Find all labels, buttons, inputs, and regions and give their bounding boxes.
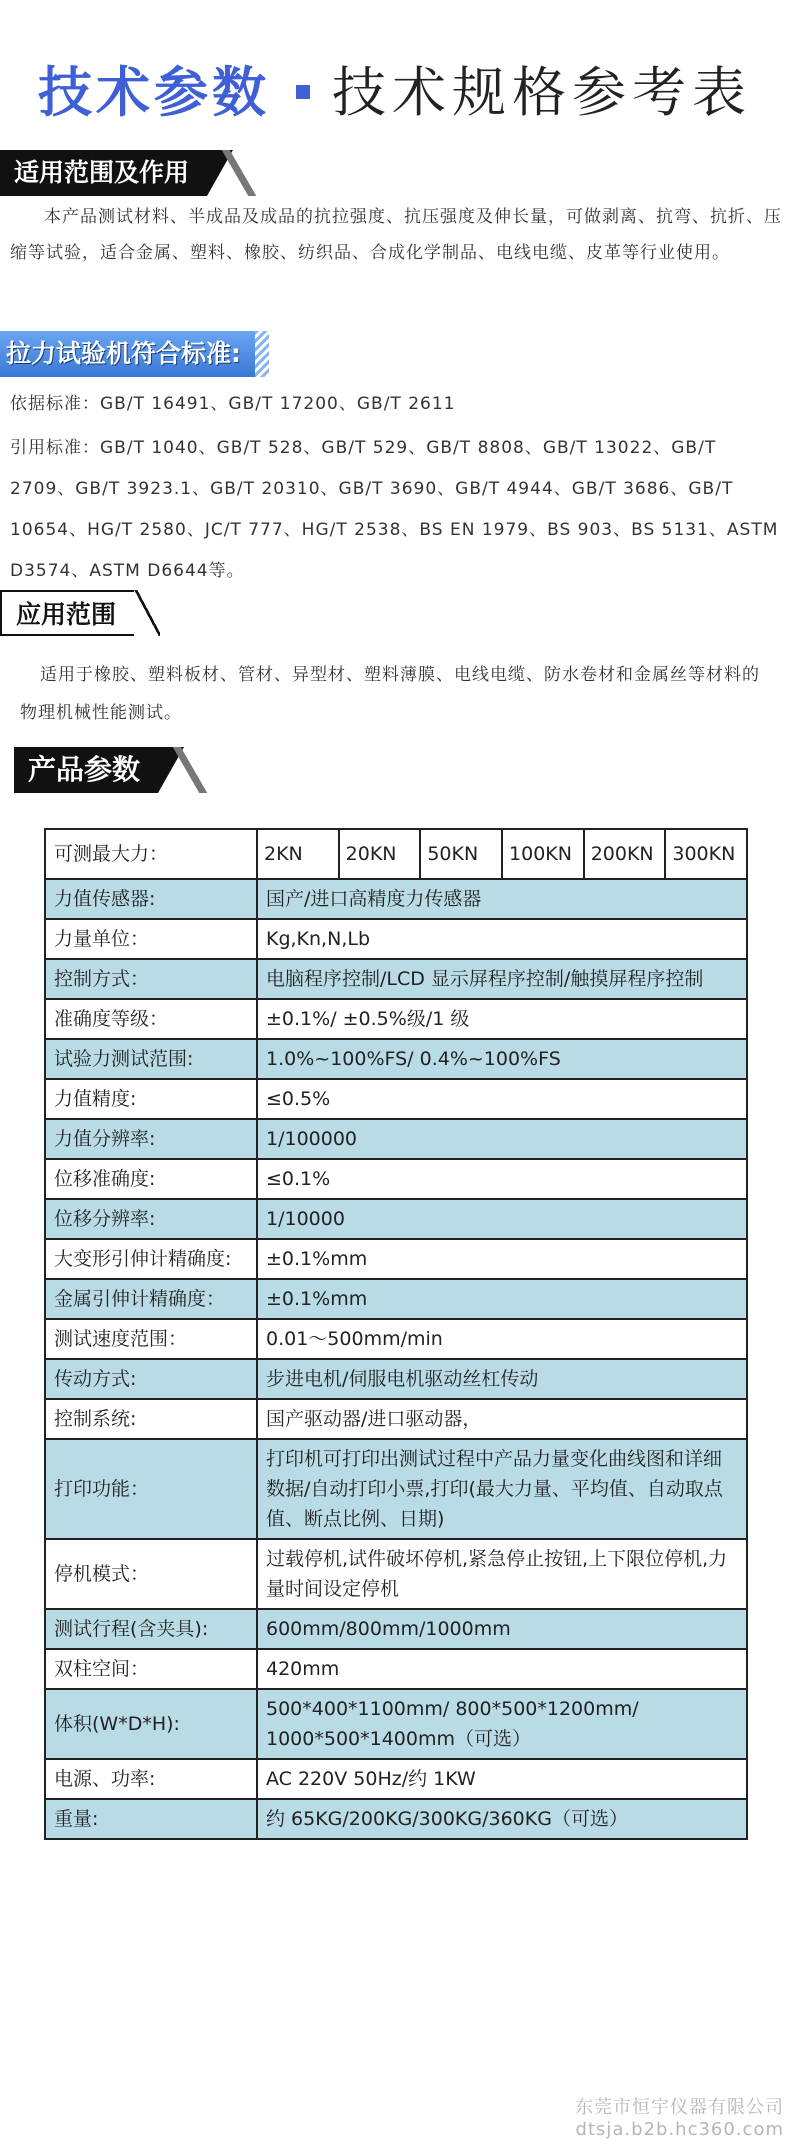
table-row [45, 1689, 747, 1759]
row-value: AC 220V 50Hz/约 1KW [257, 1759, 747, 1799]
row-value: 步进电机/伺服电机驱动丝杠传动 [257, 1359, 747, 1399]
page-title [0, 58, 790, 128]
table-row [45, 1799, 747, 1839]
scope-text: 本产品测试材料、半成品及成品的抗拉强度、抗压强度及伸长量，可做剥离、抗弯、抗折、压缩等试验，适合金属、塑料、橡胶、纺织品、合成化学制品、电线电缆、皮革等行业使用。 [10, 207, 782, 263]
row-value: 0.01～500mm/min [257, 1319, 747, 1359]
force-values [257, 829, 747, 879]
row-value: 过载停机,试件破坏停机,紧急停止按钮,上下限位停机,力量时间设定停机 [257, 1539, 747, 1609]
table-row [45, 1119, 747, 1159]
reference-standards-text: 引用标准：GB/T 1040、GB/T 528、GB/T 529、GB/T 8808、GB/T 13022、GB/T 2709、GB/T 3923.1、GB/T 20310、GB/T 3690、GB/T 4944、GB/T 3686、GB/T 10654、HG/T 2580、JC/T 777、HG/T 2538、BS EN 1979、BS 903、BS 5131、ASTM D3574、ASTM D6644等。 [10, 438, 779, 581]
title-sub: 技术规格参考表 [332, 61, 752, 124]
table-row [45, 829, 747, 879]
row-label: 位移准确度: [45, 1159, 257, 1199]
table-row [45, 1279, 747, 1319]
table-row [45, 919, 747, 959]
row-value: 420mm [257, 1649, 747, 1689]
table-row [45, 1539, 747, 1609]
row-label: 控制方式： [45, 959, 257, 999]
row-value: ≤0.1% [257, 1159, 747, 1199]
table-row [45, 1239, 747, 1279]
row-label: 双柱空间： [45, 1649, 257, 1689]
watermark-company: 东莞市恒宇仪器有限公司 [575, 2097, 784, 2118]
row-value: 1/10000 [257, 1199, 747, 1239]
row-label: 力值分辨率: [45, 1119, 257, 1159]
force-value: 300KN [664, 830, 746, 878]
row-label: 金属引伸计精确度： [45, 1279, 257, 1319]
row-label: 力值传感器: [45, 879, 257, 919]
row-label: 重量: [45, 1799, 257, 1839]
force-value: 2KN [264, 843, 303, 865]
section-heading-scope: 适用范围及作用 [0, 150, 243, 196]
watermark [575, 2097, 784, 2141]
force-value: 200KN [583, 830, 665, 878]
row-value: 打印机可打印出测试过程中产品力量变化曲线图和详细数据/自动打印小票,打印(最大力量、平均值、自动取点值、断点比例、日期) [257, 1439, 747, 1539]
table-row [45, 1439, 747, 1539]
row-label: 停机模式： [45, 1539, 257, 1609]
watermark-url: dtsja.b2b.hc360.com [575, 2119, 784, 2140]
row-label: 大变形引伸计精确度: [45, 1239, 257, 1279]
row-value: 1.0%~100%FS/ 0.4%~100%FS [257, 1039, 747, 1079]
row-label: 控制系统: [45, 1399, 257, 1439]
row-label: 试验力测试范围: [45, 1039, 257, 1079]
table-row [45, 1649, 747, 1689]
table-row [45, 1399, 747, 1439]
row-label: 打印功能： [45, 1439, 257, 1539]
row-value: 500*400*1100mm/ 800*500*1200mm/ 1000*500*1400mm（可选） [257, 1689, 747, 1759]
row-label: 力值精度: [45, 1079, 257, 1119]
row-label: 位移分辨率: [45, 1199, 257, 1239]
force-value: 100KN [501, 830, 583, 878]
title-main: 技术参数 [38, 61, 270, 124]
application-text: 适用于橡胶、塑料板材、管材、异型材、塑料薄膜、电线电缆、防水卷材和金属丝等材料的物理机械性能测试。 [20, 665, 760, 723]
row-value: 约 65KG/200KG/300KG/360KG（可选） [257, 1799, 747, 1839]
table-row [45, 1039, 747, 1079]
table-row [45, 1609, 747, 1649]
row-value: ±0.1%mm [257, 1239, 747, 1279]
row-label: 测试速度范围： [45, 1319, 257, 1359]
table-row [45, 1319, 747, 1359]
table-row [45, 1359, 747, 1399]
table-row [45, 1079, 747, 1119]
row-label: 传动方式: [45, 1359, 257, 1399]
row-value: 1/100000 [257, 1119, 747, 1159]
row-value: ±0.1%/ ±0.5%级/1 级 [257, 999, 747, 1039]
row-value: ±0.1%mm [257, 1279, 747, 1319]
table-row [45, 879, 747, 919]
table-row [45, 1759, 747, 1799]
row-label: 体积(W*D*H): [45, 1689, 257, 1759]
section-heading-application: 应用范围 [0, 590, 160, 636]
basis-standards-text: 依据标准：GB/T 16491、GB/T 17200、GB/T 2611 [10, 394, 456, 414]
section-heading-params: 产品参数 [14, 747, 194, 793]
row-label: 电源、功率: [45, 1759, 257, 1799]
row-value: Kg,Kn,N,Lb [257, 919, 747, 959]
table-row [45, 1199, 747, 1239]
row-label: 准确度等级： [45, 999, 257, 1039]
force-value: 50KN [419, 830, 501, 878]
row-value: ≤0.5% [257, 1079, 747, 1119]
spec-table [44, 828, 748, 1840]
row-value: 600mm/800mm/1000mm [257, 1609, 747, 1649]
table-row [45, 959, 747, 999]
row-label: 测试行程(含夹具): [45, 1609, 257, 1649]
row-label: 可测最大力： [45, 829, 257, 879]
force-value: 20KN [338, 830, 420, 878]
row-value: 国产/进口高精度力传感器 [257, 879, 747, 919]
row-value: 国产驱动器/进口驱动器， [257, 1399, 747, 1439]
row-value: 电脑程序控制/LCD 显示屏程序控制/触摸屏程序控制 [257, 959, 747, 999]
table-row [45, 1159, 747, 1199]
table-row [45, 999, 747, 1039]
row-label: 力量单位： [45, 919, 257, 959]
title-separator [296, 85, 310, 99]
section-heading-standards: 拉力试验机符合标准: [0, 331, 269, 377]
